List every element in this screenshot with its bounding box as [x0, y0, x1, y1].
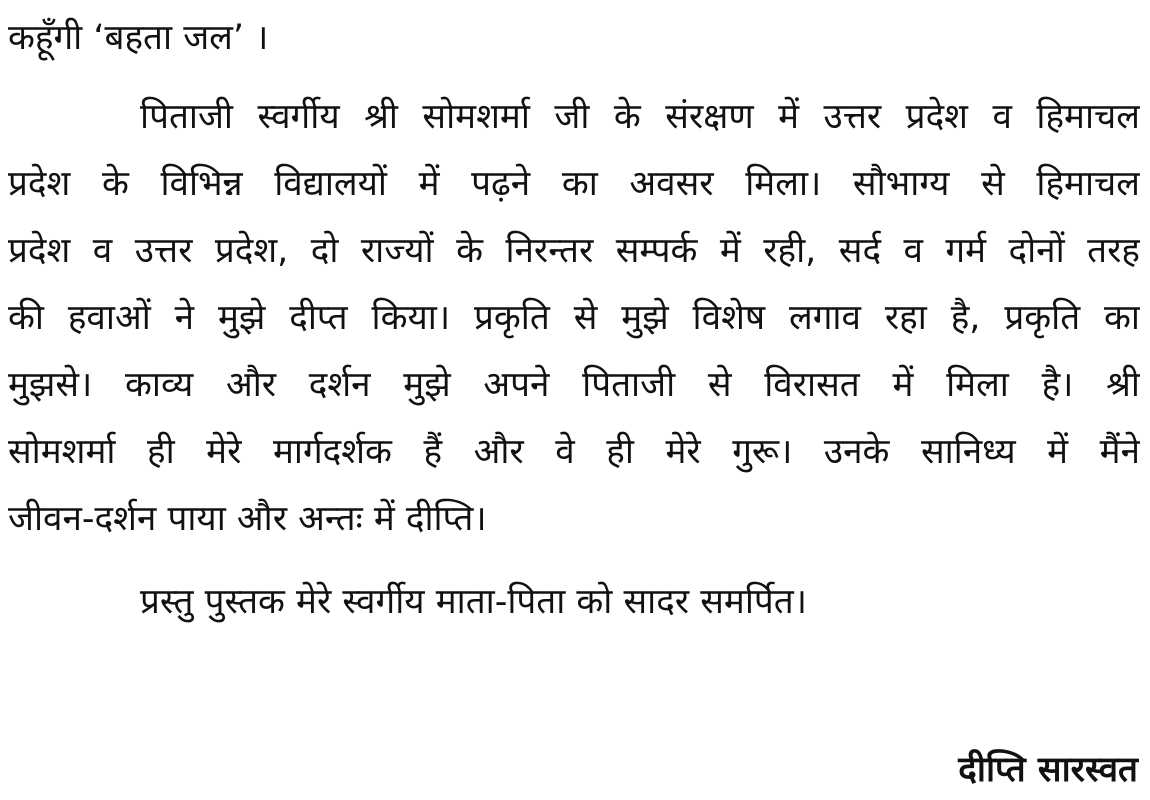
- opening-line: कहूँगी ‘बहता जल’ ।: [8, 18, 269, 58]
- paragraph-1-line-5: मुझसे। काव्य और दर्शन मुझे अपने पिताजी से विरासत में मिला है। श्री: [8, 365, 1140, 405]
- paragraph-1-line-7: जीवन-दर्शन पाया और अन्तः में दीप्ति।: [8, 499, 487, 539]
- paragraph-1-line-3: प्रदेश व उत्तर प्रदेश, दो राज्यों के निरन्तर सम्पर्क में रही, सर्द व गर्म दोनों तरह: [8, 231, 1140, 271]
- author-signature: दीप्ति सारस्वत: [958, 750, 1138, 790]
- paragraph-1-line-1: पिताजी स्वर्गीय श्री सोमशर्मा जी के संरक्षण में उत्तर प्रदेश व हिमाचल: [140, 97, 1140, 137]
- paragraph-1-line-4: की हवाओं ने मुझे दीप्त किया। प्रकृति से मुझे विशेष लगाव रहा है, प्रकृति का: [8, 298, 1140, 338]
- dedication-paragraph: प्रस्तु पुस्तक मेरे स्वर्गीय माता-पिता को सादर समर्पित।: [140, 582, 807, 622]
- paragraph-1-line-6: सोमशर्मा ही मेरे मार्गदर्शक हैं और वे ही मेरे गुरू। उनके सानिध्य में मैंने: [8, 432, 1140, 472]
- paragraph-1-line-2: प्रदेश के विभिन्न विद्यालयों में पढ़ने का अवसर मिला। सौभाग्य से हिमाचल: [8, 164, 1140, 204]
